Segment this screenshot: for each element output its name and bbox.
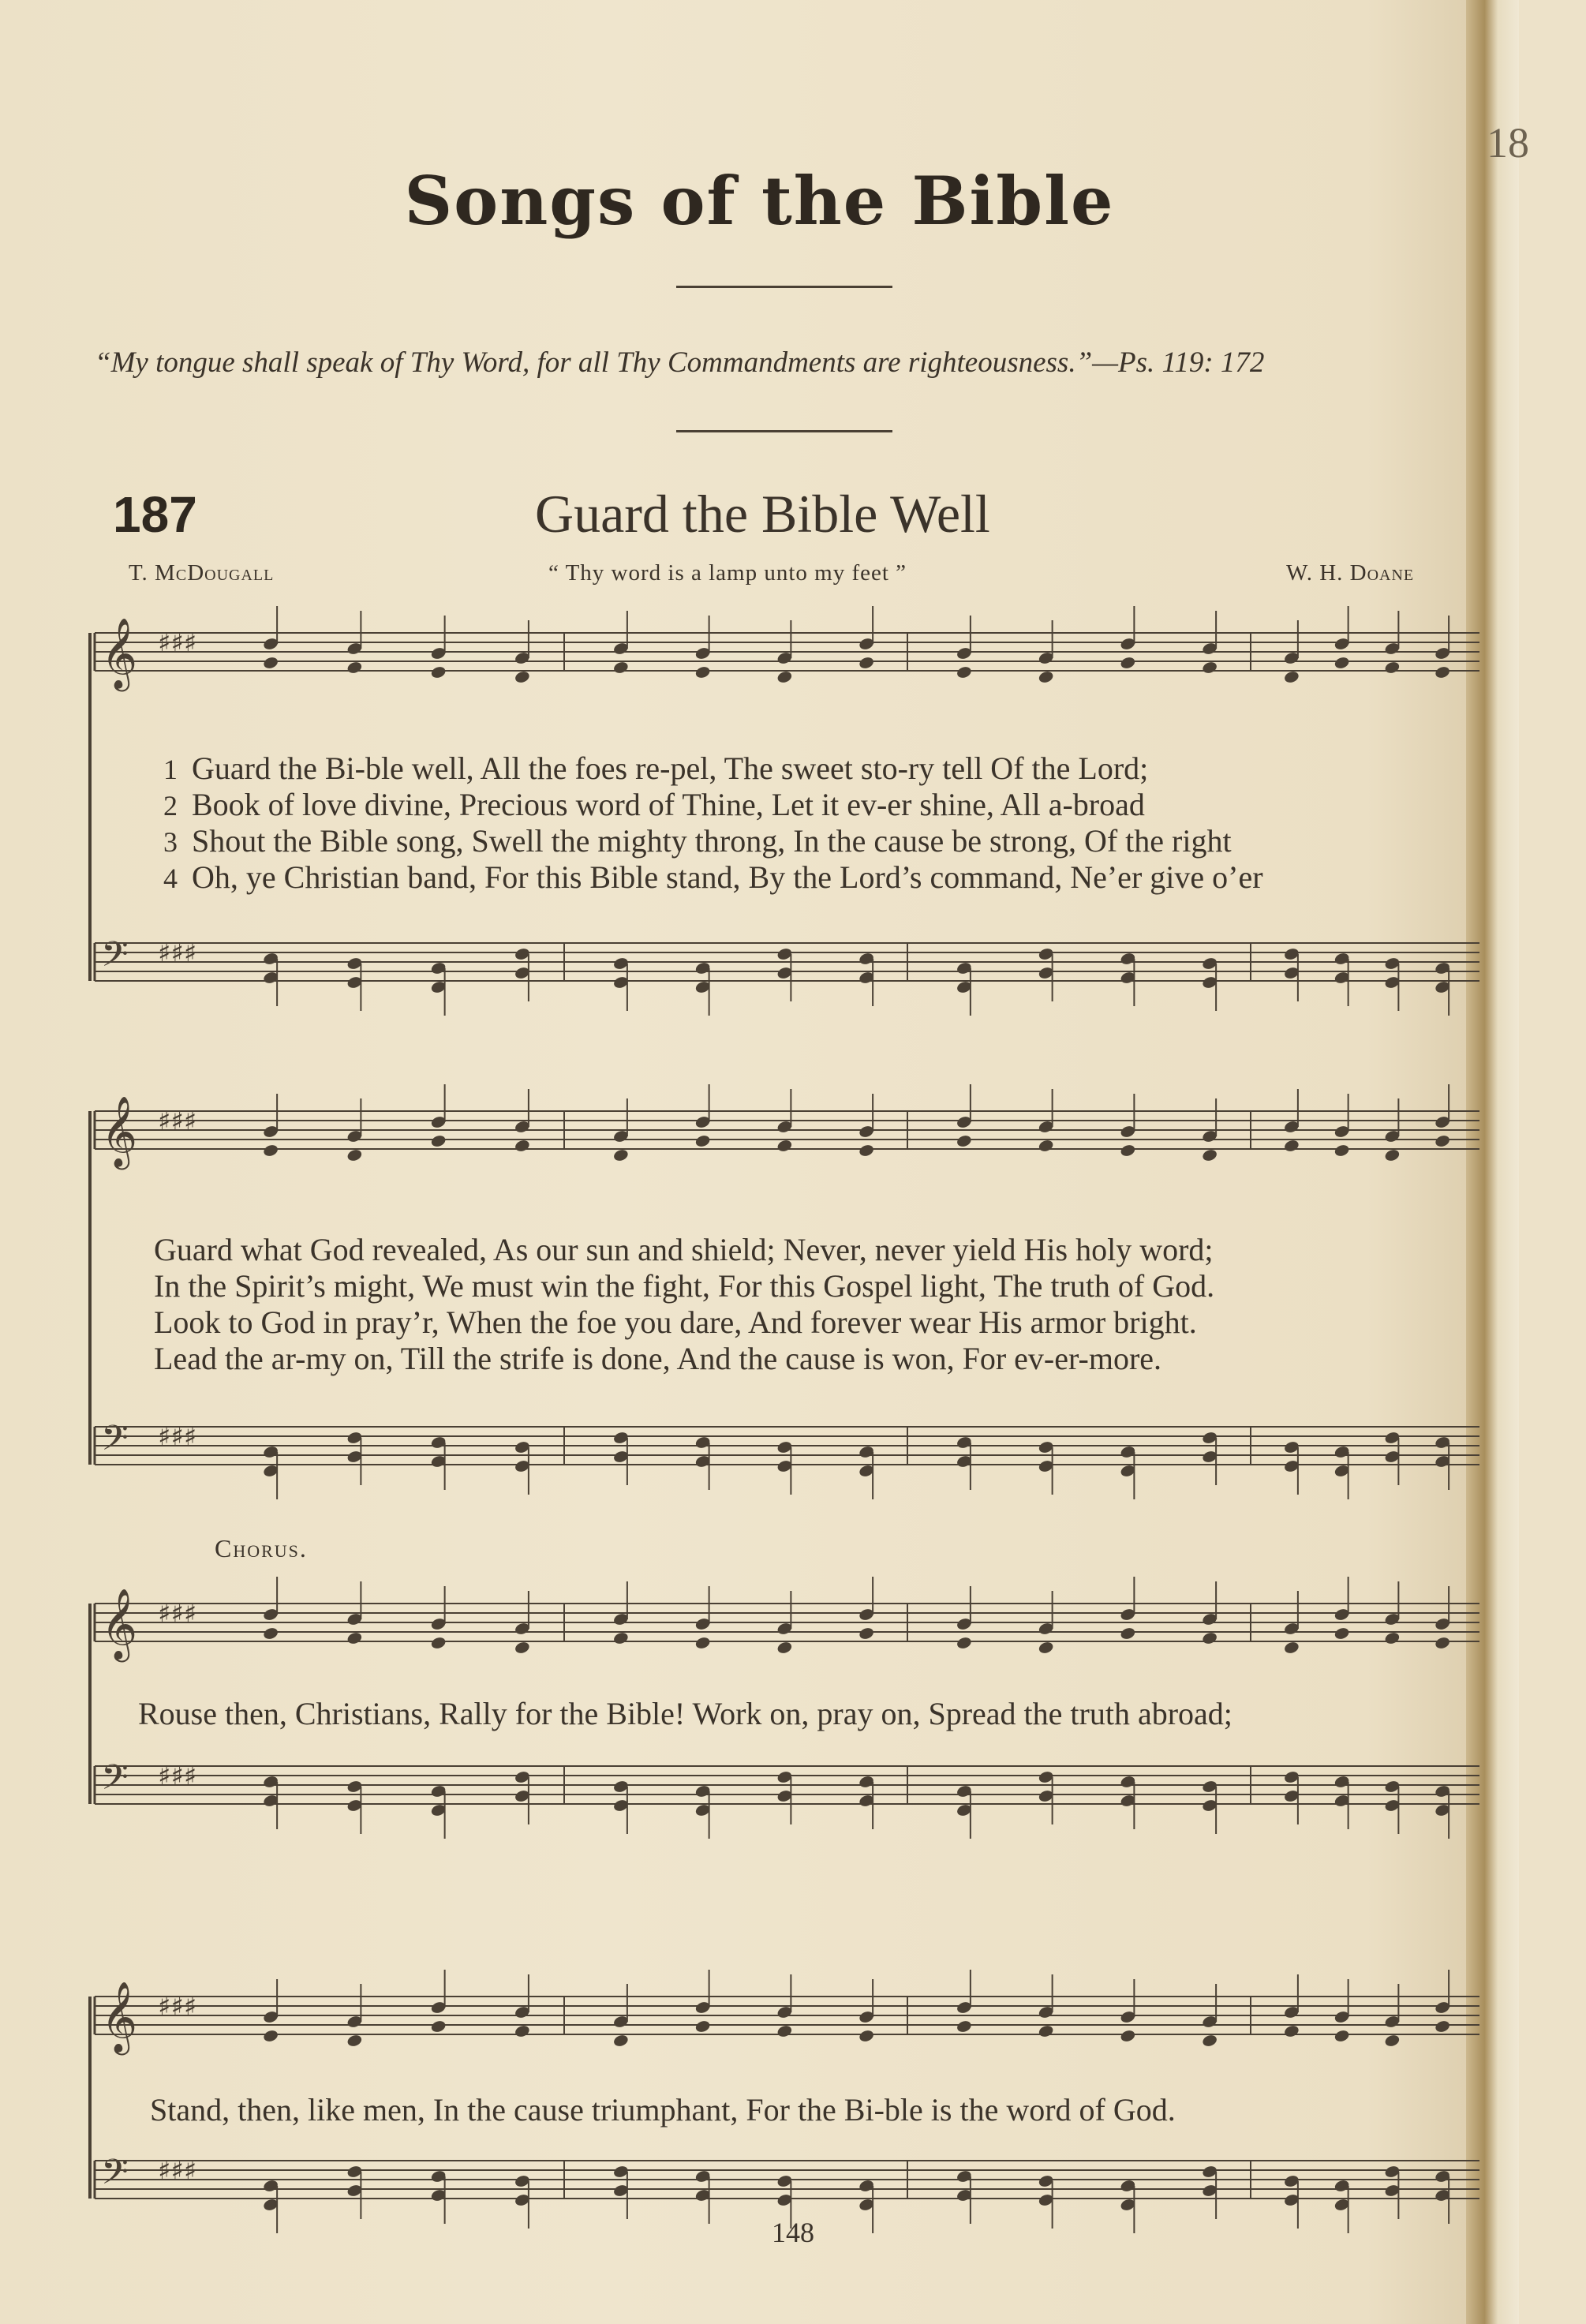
- note-head: [1038, 1641, 1054, 1655]
- bass-clef-icon: 𝄢: [101, 2151, 129, 2201]
- next-page-edge-number: 18: [1487, 119, 1529, 167]
- note-head: [1201, 2034, 1218, 2048]
- note-head: [694, 665, 711, 679]
- note-head: [956, 2019, 972, 2034]
- note-head: [1334, 2029, 1350, 2043]
- note-head: [514, 2024, 530, 2038]
- treble-clef-icon: 𝄞: [101, 1982, 138, 2053]
- note-head: [1283, 2024, 1300, 2038]
- verse-4-line: 4 Oh, ye Christian band, For this Bible stand, By the Lord’s command, Ne’er give o’er: [163, 859, 1263, 895]
- hymn-title: Guard the Bible Well: [535, 484, 990, 544]
- note-head: [1334, 656, 1350, 670]
- page-number: 148: [772, 2217, 814, 2248]
- note-head: [694, 1636, 711, 1650]
- note-head: [956, 1636, 972, 1650]
- treble-clef-icon: 𝄞: [101, 618, 138, 689]
- note-head: [1384, 661, 1401, 675]
- note-head: [346, 2034, 363, 2048]
- treble-clef-icon: 𝄞: [101, 1589, 138, 1660]
- bass-clef-icon: 𝄢: [101, 1757, 129, 1806]
- treble-clef-icon: 𝄞: [101, 1096, 138, 1167]
- section-title: Songs of the Bible: [404, 162, 1115, 240]
- note-head: [514, 670, 530, 684]
- note-head: [1434, 1134, 1450, 1148]
- note-head: [612, 1148, 629, 1162]
- note-head: [430, 2019, 447, 2034]
- note-head: [1120, 1626, 1136, 1641]
- note-head: [1384, 1148, 1401, 1162]
- note-head: [776, 670, 793, 684]
- chorus-line-1: Rouse then, Christians, Rally for the Bible! Work on, pray on, Spread the truth abroad;: [138, 1696, 1233, 1731]
- note-head: [262, 2029, 279, 2043]
- note-head: [514, 1139, 530, 1153]
- note-head: [612, 661, 629, 675]
- note-head: [612, 2034, 629, 2048]
- note-head: [1038, 670, 1054, 684]
- verse-3-line-b: Look to God in pray’r, When the foe you dare, And forever wear His armor bright.: [154, 1304, 1197, 1340]
- verse-1-line-b: Guard what God revealed, As our sun and shield; Never, never yield His holy word;: [154, 1232, 1214, 1267]
- note-head: [1120, 2029, 1136, 2043]
- key-signature-sharps: ♯♯♯: [158, 1106, 197, 1137]
- bass-clef-icon: 𝄢: [101, 934, 129, 983]
- note-head: [776, 1641, 793, 1655]
- hymn-composer: W. H. Doane: [1286, 560, 1415, 586]
- note-head: [346, 1148, 363, 1162]
- note-head: [430, 665, 447, 679]
- key-signature-sharps: ♯♯♯: [158, 1421, 197, 1453]
- note-head: [1038, 1139, 1054, 1153]
- note-head: [1384, 2034, 1401, 2048]
- note-head: [1283, 1641, 1300, 1655]
- note-head: [694, 2019, 711, 2034]
- note-head: [1283, 670, 1300, 684]
- note-head: [858, 1143, 874, 1158]
- verse-2-line-b: In the Spirit’s might, We must win the fight, For this Gospel light, The truth of God.: [154, 1268, 1215, 1304]
- key-signature-sharps: ♯♯♯: [158, 1991, 197, 2023]
- hymn-author: T. McDougall: [129, 560, 275, 586]
- note-head: [776, 2024, 793, 2038]
- note-head: [858, 1626, 874, 1641]
- note-head: [430, 1134, 447, 1148]
- key-signature-sharps: ♯♯♯: [158, 2155, 197, 2187]
- note-head: [1120, 656, 1136, 670]
- chorus-label: Chorus.: [215, 1534, 308, 1562]
- note-head: [514, 1641, 530, 1655]
- note-head: [956, 1134, 972, 1148]
- hymn-scripture: “ Thy word is a lamp unto my feet ”: [548, 560, 907, 586]
- note-head: [1283, 1139, 1300, 1153]
- note-head: [1434, 665, 1450, 679]
- bass-clef-icon: 𝄢: [101, 1417, 129, 1467]
- key-signature-sharps: ♯♯♯: [158, 627, 197, 659]
- note-head: [1201, 661, 1218, 675]
- verse-1-line: 1 Guard the Bi-ble well, All the foes re-pel, The sweet sto-ry tell Of the Lord;: [163, 750, 1149, 786]
- note-head: [1384, 1631, 1401, 1645]
- note-head: [262, 1143, 279, 1158]
- verse-2-line: 2 Book of love divine, Precious word of Thine, Let it ev-er shine, All a-broad: [163, 787, 1145, 822]
- note-head: [346, 1631, 363, 1645]
- note-head: [346, 661, 363, 675]
- note-head: [1434, 2019, 1450, 2034]
- note-head: [1334, 1626, 1350, 1641]
- note-head: [858, 2029, 874, 2043]
- note-head: [612, 1631, 629, 1645]
- note-head: [262, 656, 279, 670]
- note-head: [776, 1139, 793, 1153]
- note-head: [1120, 1143, 1136, 1158]
- epigraph-quote: “My tongue shall speak of Thy Word, for all Thy Commandments are righteousness.”—Ps. 119: 172: [95, 346, 1265, 379]
- key-signature-sharps: ♯♯♯: [158, 937, 197, 969]
- hymn-number: 187: [113, 486, 197, 543]
- key-signature-sharps: ♯♯♯: [158, 1761, 197, 1792]
- note-head: [1201, 1148, 1218, 1162]
- chorus-line-2: Stand, then, like men, In the cause triumphant, For the Bi-ble is the word of God.: [150, 2092, 1176, 2128]
- note-head: [1434, 1636, 1450, 1650]
- note-head: [694, 1134, 711, 1148]
- verse-4-line-b: Lead the ar-my on, Till the strife is done, And the cause is won, For ev-er-more.: [154, 1341, 1162, 1376]
- note-head: [430, 1636, 447, 1650]
- note-head: [858, 656, 874, 670]
- verse-3-line: 3 Shout the Bible song, Swell the mighty throng, In the cause be strong, Of the right: [163, 823, 1232, 859]
- note-head: [1201, 1631, 1218, 1645]
- note-head: [262, 1626, 279, 1641]
- key-signature-sharps: ♯♯♯: [158, 1598, 197, 1630]
- note-head: [1334, 1143, 1350, 1158]
- note-head: [956, 665, 972, 679]
- note-head: [1038, 2024, 1054, 2038]
